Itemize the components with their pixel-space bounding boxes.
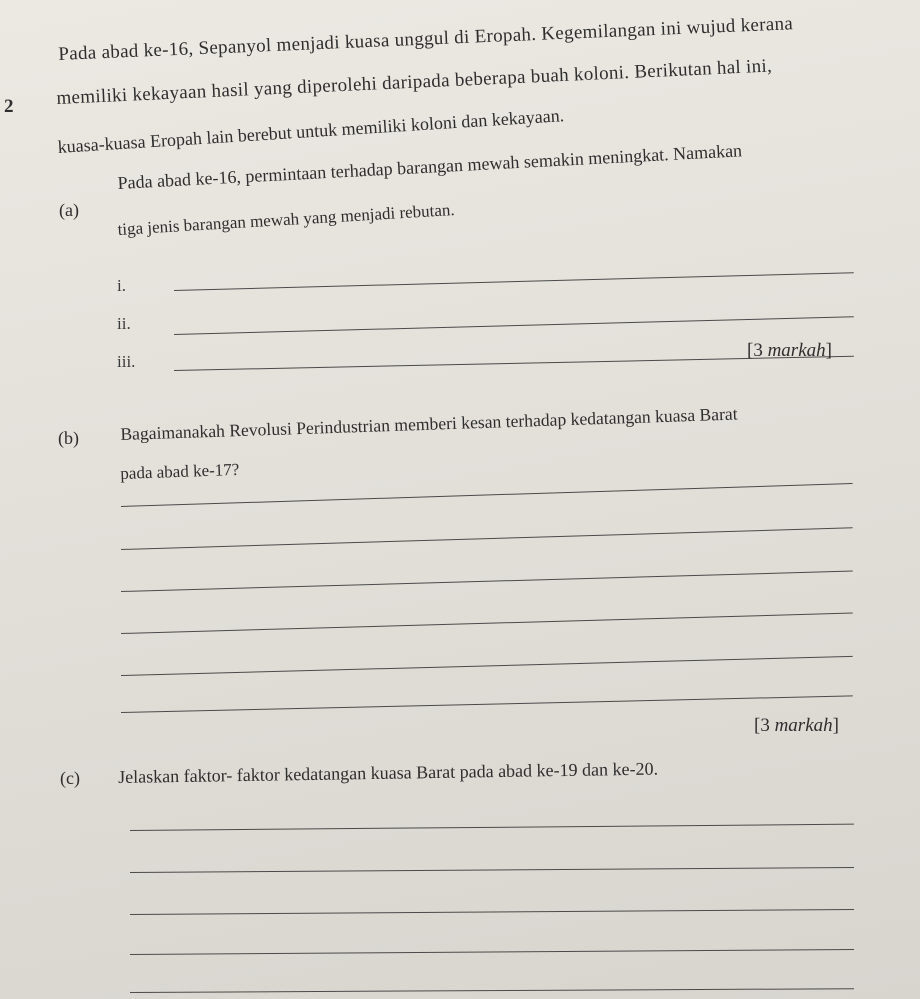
intro-line-2: memiliki kekayaan hasil yang diperolehi daripada beberapa buah koloni. Berikutan hal ini, [56, 55, 773, 109]
part-a-answer-line-1[interactable] [174, 272, 854, 291]
part-b-answer-line-5[interactable] [121, 656, 853, 676]
part-a-item-iii-label: iii. [117, 352, 136, 371]
part-c-answer-line-5[interactable] [130, 988, 854, 993]
part-a-item-ii-label: ii. [117, 314, 131, 333]
part-c-answer-line-1[interactable] [130, 824, 854, 831]
part-c-label: (c) [60, 768, 80, 788]
question-number: 2 [4, 96, 14, 117]
part-a-item-i-label: i. [117, 276, 126, 295]
part-b-answer-line-2[interactable] [121, 527, 853, 550]
part-b-label: (b) [58, 428, 79, 448]
part-a-text-1: Pada abad ke-16, permintaan terhadap barangan mewah semakin meningkat. Namakan [117, 140, 743, 193]
part-b-marks: [3 markah] [754, 715, 839, 736]
part-c-answer-line-2[interactable] [130, 867, 854, 873]
part-a-marks: [3 markah] [747, 340, 832, 361]
part-b-answer-line-1[interactable] [121, 483, 853, 507]
part-b-answer-line-3[interactable] [121, 571, 853, 592]
part-b-answer-line-6[interactable] [121, 695, 853, 713]
part-a-text-2: tiga jenis barangan mewah yang menjadi rebutan. [117, 199, 456, 239]
part-a-answer-line-2[interactable] [174, 316, 854, 335]
intro-line-3: kuasa-kuasa Eropah lain berebut untuk memiliki koloni dan kekayaan. [57, 105, 565, 157]
part-c-text: Jelaskan faktor- faktor kedatangan kuasa Barat pada abad ke-19 dan ke-20. [118, 758, 659, 787]
part-c-answer-line-4[interactable] [130, 949, 854, 955]
intro-line-1: Pada abad ke-16, Sepanyol menjadi kuasa unggul di Eropah. Kegemilangan ini wujud kerana [58, 13, 794, 65]
part-a-label: (a) [59, 200, 79, 220]
part-b-answer-line-4[interactable] [121, 613, 853, 634]
part-c-answer-line-3[interactable] [130, 909, 854, 915]
part-b-text-1: Bagaimanakah Revolusi Perindustrian memberi kesan terhadap kedatangan kuasa Barat [120, 403, 738, 444]
part-b-text-2: pada abad ke-17? [120, 459, 240, 483]
